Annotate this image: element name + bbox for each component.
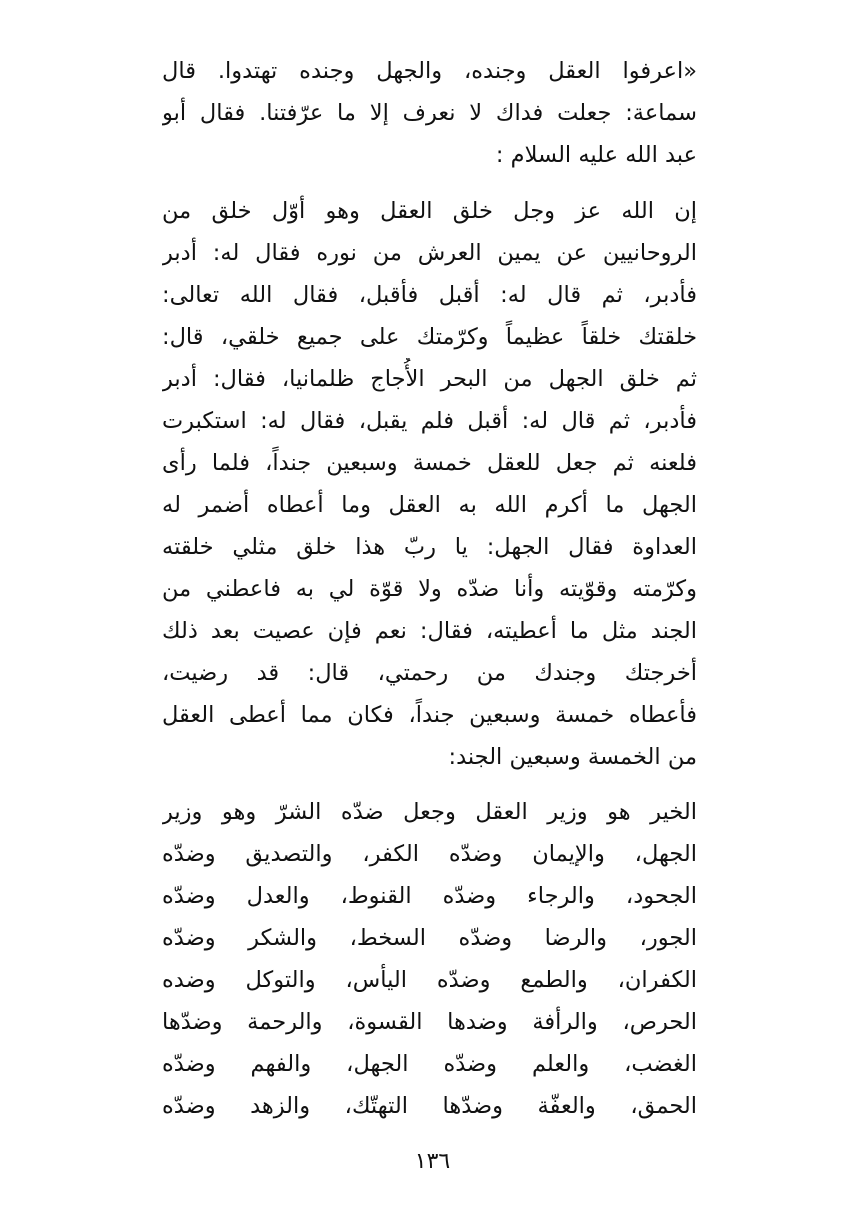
- paragraph-2-line-2: الروحانيين عن يمين العرش من نوره فقال له: أدبر: [162, 240, 697, 266]
- paragraph-2-line-9: العداوة فقال الجهل: يا ربّ هذا خلق مثلي خلقته: [162, 534, 697, 560]
- paragraph-2-line-14: من الخمسة وسبعين الجند:: [448, 744, 697, 770]
- paragraph-3-line-2: الجهل، والإيمان وضدّه الكفر، والتصديق وضدّه: [162, 841, 697, 867]
- paragraph-1: [162, 50, 697, 176]
- paragraph-3-line-5: الكفران، والطمع وضدّه اليأس، والتوكل وضده: [162, 967, 697, 993]
- paragraph-3-line-7: الغضب، والعلم وضدّه الجهل، والفهم وضدّه: [162, 1051, 697, 1077]
- paragraph-3-line-3: الجحود، والرجاء وضدّه القنوط، والعدل وضدّه: [162, 883, 697, 909]
- paragraph-2: [162, 190, 697, 778]
- paragraph-2-line-11: الجند مثل ما أعطيته، فقال: نعم فإن عصيت بعد ذلك: [162, 618, 697, 644]
- paragraph-3-line-6: الحرص، والرأفة وضدها القسوة، والرحمة وضدّها: [162, 1009, 697, 1035]
- paragraph-1-line-3: عبد الله عليه السلام :: [495, 142, 697, 168]
- page-number: ١٣٦: [414, 1149, 451, 1174]
- paragraph-3-line-8: الحمق، والعفّة وضدّها التهتّك، والزهد وضدّه: [162, 1093, 697, 1119]
- paragraph-2-line-13: فأعطاه خمسة وسبعين جنداً، فكان مما أعطى العقل: [162, 702, 697, 728]
- paragraph-2-line-7: فلعنه ثم جعل للعقل خمسة وسبعين جنداً، فلما رأى: [162, 450, 697, 476]
- paragraph-1-line-2: سماعة: جعلت فداك لا نعرف إلا ما عرّفتنا. فقال أبو: [162, 100, 697, 126]
- paragraph-2-line-12: أخرجتك وجندك من رحمتي، قال: قد رضيت،: [162, 660, 697, 686]
- paragraph-2-line-8: الجهل ما أكرم الله به العقل وما أعطاه أضمر له: [162, 492, 697, 518]
- paragraph-3: [162, 791, 697, 1127]
- paragraph-2-line-5: ثم خلق الجهل من البحر الأُجاج ظلمانيا، فقال: أدبر: [162, 366, 697, 392]
- paragraph-3-line-4: الجور، والرضا وضدّه السخط، والشكر وضدّه: [162, 925, 697, 951]
- paragraph-2-line-1: إن الله عز وجل خلق العقل وهو أوّل خلق من: [162, 198, 697, 224]
- paragraph-1-line-1: «اعرفوا العقل وجنده، والجهل وجنده تهتدوا. قال: [162, 58, 697, 84]
- paragraph-2-line-4: خلقتك خلقاً عظيماً وكرّمتك على جميع خلقي، قال:: [162, 324, 697, 350]
- paragraph-2-line-3: فأدبر، ثم قال له: أقبل فأقبل، فقال الله تعالى:: [162, 282, 697, 308]
- paragraph-3-line-1: الخير هو وزير العقل وجعل ضدّه الشرّ وهو وزير: [162, 799, 697, 825]
- paragraph-2-line-10: وكرّمته وقوّيته وأنا ضدّه ولا قوّة لي به فاعطني من: [162, 576, 697, 602]
- paragraph-2-line-6: فأدبر، ثم قال له: أقبل فلم يقبل، فقال له: استكبرت: [162, 408, 697, 434]
